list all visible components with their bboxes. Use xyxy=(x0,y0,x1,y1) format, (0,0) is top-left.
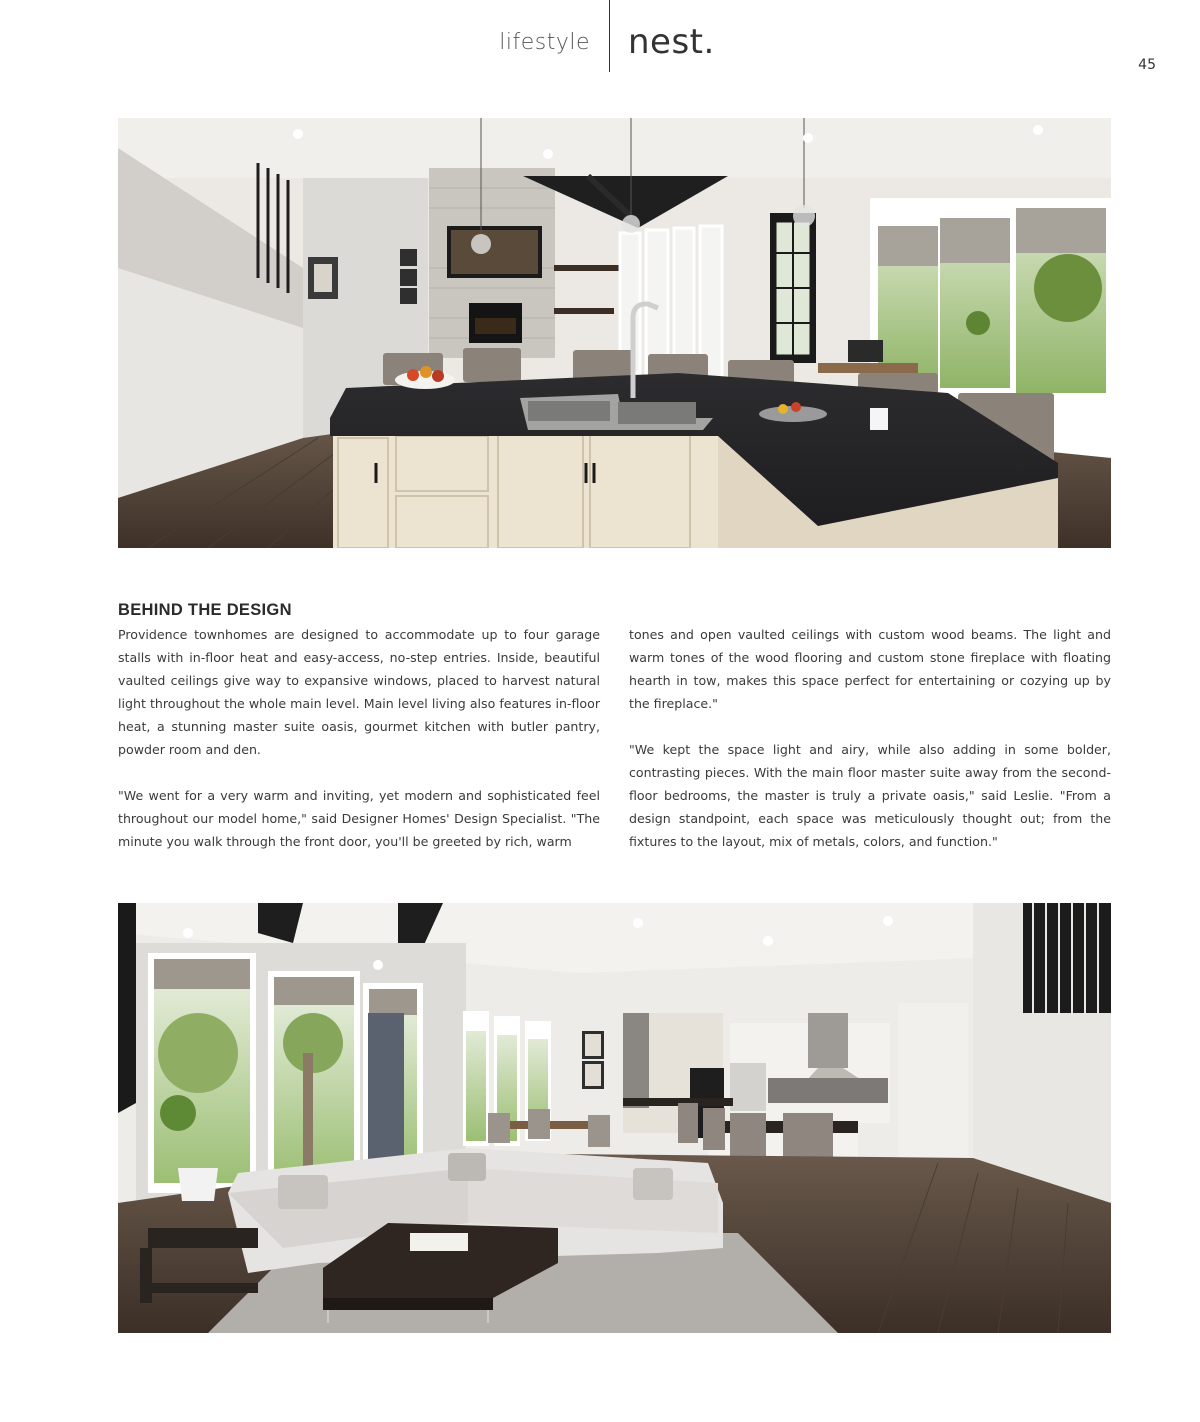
paragraph: "We kept the space light and airy, while also adding in some bolder, contrasting pieces. With the main floor master suite away from the second-floor bedrooms, the master is truly a private oasis," said Leslie. "From a design standpoint, each space was meticulously thought out; from the fixtures to the layout, mix of metals, colors, and function." xyxy=(629,742,1111,849)
paragraph: tones and open vaulted ceilings with custom wood beams. The light and warm tones of the wood flooring and custom stone fireplace with floating hearth in tow, makes this space perfect for entertaining or cozying up by the fireplace." xyxy=(629,627,1111,711)
masthead-divider xyxy=(609,0,610,72)
page-number: 45 xyxy=(1138,57,1156,73)
kitchen-photo xyxy=(118,118,1111,548)
masthead xyxy=(0,0,1200,80)
paragraph: "We went for a very warm and inviting, yet modern and sophisticated feel throughout our model home," said Designer Homes' Design Specialist. "The minute you walk through the front door, you'll be greeted by rich, warm xyxy=(118,788,600,849)
paragraph: Providence townhomes are designed to accommodate up to four garage stalls with in-floor heat and easy-access, no-step entries. Inside, beautiful vaulted ceilings give way to expansive windows, placed to harvest natural light throughout the whole main level. Main level living also features in-floor heat, a stunning master suite oasis, gourmet kitchen with butler pantry, powder room and den. xyxy=(118,627,600,757)
living-room-photo xyxy=(118,903,1111,1333)
article-left-column xyxy=(118,623,600,853)
article-heading: BEHIND THE DESIGN xyxy=(118,601,292,619)
article-right-column xyxy=(629,623,1111,853)
brand-logo: nest. xyxy=(628,22,715,62)
section-name: lifestyle xyxy=(499,30,590,55)
